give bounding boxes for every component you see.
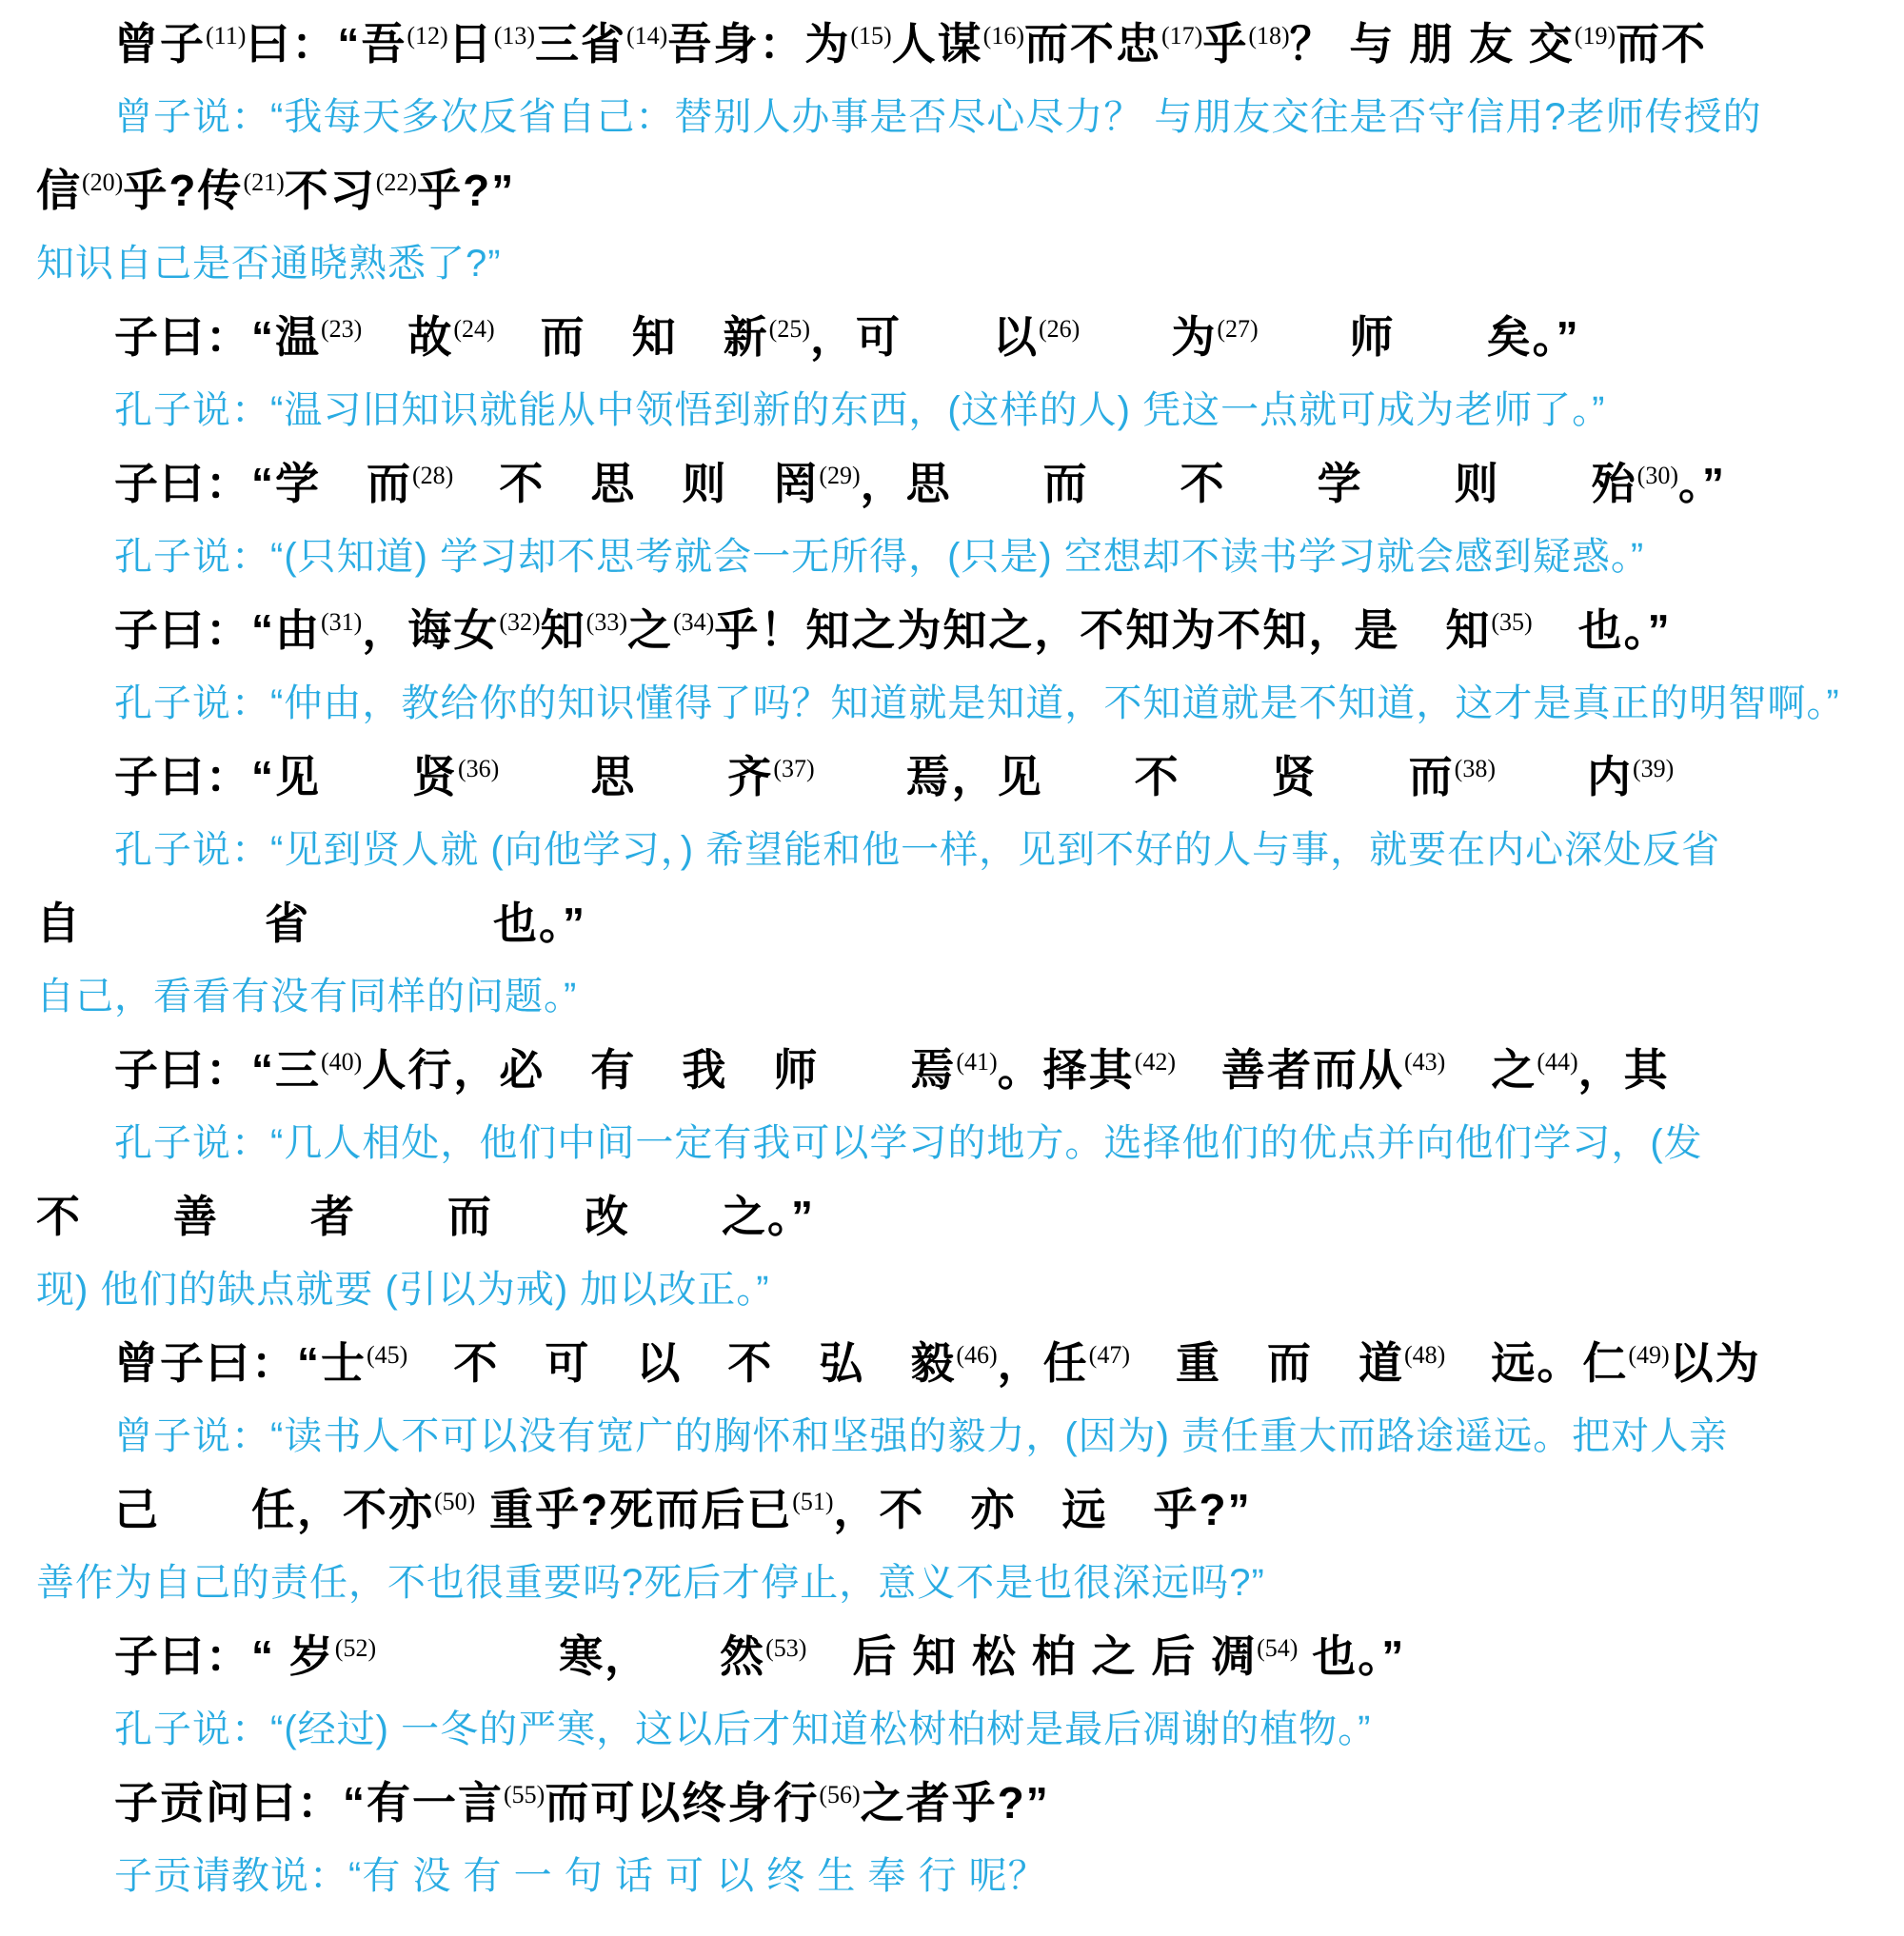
translation-line: 善作为自己的责任，不也很重要吗?死后才停止，意义不是也很深远吗?” bbox=[36, 1562, 1265, 1604]
annotation-number: (38) bbox=[1454, 754, 1496, 782]
annotation-number: (29) bbox=[819, 461, 861, 489]
annotation-number: (15) bbox=[850, 21, 892, 49]
translation-line: 现) 他们的缺点就要 (引以为戒) 加以改正。” bbox=[36, 1269, 770, 1311]
annotation-number: (51) bbox=[792, 1487, 834, 1515]
annotation-number: (27) bbox=[1217, 314, 1259, 343]
annotation-number: (56) bbox=[819, 1780, 861, 1808]
classical-line: 子曰：“温$^{(23)}$ 故$^{(24)}$ 而 知 新$^{(25)}$，可 以$^{(26)}$ 为$^{(27)}$ 师 矣。” bbox=[114, 312, 1580, 362]
classical-line: 子曰：“ 岁$^{(52)}$ 寒， 然$^{(53)}$ 后 知 松 柏 之 后 凋$^{(54)}$ 也。” bbox=[114, 1631, 1406, 1681]
classical-line: 子曰：“三$^{(40)}$人行，必 有 我 师 焉$^{(41)}$。择其$^{(42)}$ 善者而从$^{(43)}$ 之$^{(44)}$，其 bbox=[114, 1045, 1670, 1095]
translation-line: 孔子说：“(经过) 一冬的严寒，这以后才知道松树柏树是最后凋谢的植物。” bbox=[114, 1709, 1372, 1750]
translation-line: 孔子说：“温习旧知识就能从中领悟到新的东西，(这样的人) 凭这一点就可成为老师了。” bbox=[114, 389, 1606, 431]
annotation-number: (52) bbox=[334, 1633, 377, 1662]
annotation-number: (43) bbox=[1403, 1047, 1446, 1076]
translation-line: 孔子说：“仲由，教给你的知识懂得了吗？知道就是知道，不知道就是不知道，这才是真正的明智啊。” bbox=[114, 682, 1840, 724]
classical-line: 子曰：“见 贤$^{(36)}$ 思 齐$^{(37)}$ 焉，见 不 贤 而$^{(38)}$ 内$^{(39)}$ bbox=[114, 752, 1675, 801]
annotation-number: (23) bbox=[321, 314, 363, 343]
annotation-number: (53) bbox=[765, 1633, 807, 1662]
translation-line: 孔子说：“几人相处，他们中间一定有我可以学习的地方。选择他们的优点并向他们学习，(发 bbox=[114, 1122, 1703, 1164]
annotation-number: (40) bbox=[321, 1047, 363, 1076]
annotation-number: (25) bbox=[768, 314, 810, 343]
translation-line: 曾子说：“我每天多次反省自己：替别人办事是否尽心尽力？ 与朋友交往是否守信用?老师传授的 bbox=[114, 96, 1762, 138]
annotation-number: (32) bbox=[499, 607, 541, 636]
annotation-number: (16) bbox=[982, 21, 1024, 49]
annotation-number: (44) bbox=[1537, 1047, 1578, 1076]
translation-line: 孔子说：“见到贤人就 (向他学习，) 希望能和他一样，见到不好的人与事，就要在内心深处反省 bbox=[114, 829, 1721, 871]
annotation-number: (33) bbox=[585, 607, 627, 636]
translation-line: 曾子说：“读书人不可以没有宽广的胸怀和坚强的毅力，(因为) 责任重大而路途遥远。把对人亲 bbox=[114, 1415, 1729, 1457]
annotation-number: (11) bbox=[206, 21, 247, 49]
annotation-number: (39) bbox=[1632, 754, 1675, 782]
annotation-number: (54) bbox=[1257, 1633, 1299, 1662]
translation-line: 孔子说：“(只知道) 学习却不思考就会一无所得，(只是) 空想却不读书学习就会感到疑惑。” bbox=[114, 536, 1645, 578]
annotation-number: (46) bbox=[956, 1340, 998, 1369]
classical-line: 子贡问曰：“有一言$^{(55)}$而可以终身行$^{(56)}$之者乎?” bbox=[114, 1778, 1050, 1827]
annotation-number: (28) bbox=[412, 461, 454, 489]
annotation-number: (20) bbox=[82, 168, 124, 196]
annotation-number: (21) bbox=[243, 168, 285, 196]
annotation-number: (55) bbox=[504, 1780, 545, 1808]
annotation-number: (36) bbox=[458, 754, 500, 782]
annotation-number: (42) bbox=[1134, 1047, 1176, 1076]
translation-line: 知识自己是否通晓熟悉了?” bbox=[36, 243, 502, 285]
classical-line: 子曰：“学 而$^{(28)}$ 不 思 则 罔$^{(29)}$，思 而 不 学 则 殆$^{(30)}$。” bbox=[114, 459, 1726, 508]
annotation-number: (30) bbox=[1636, 461, 1678, 489]
annotation-number: (31) bbox=[321, 607, 363, 636]
annotation-number: (14) bbox=[626, 21, 668, 49]
annotation-number: (45) bbox=[367, 1340, 408, 1369]
annotation-number: (47) bbox=[1088, 1340, 1130, 1369]
annotation-number: (18) bbox=[1248, 21, 1290, 49]
annotation-number: (34) bbox=[672, 607, 715, 636]
document-page bbox=[36, 8, 1877, 1913]
classical-line: 己 任，不亦$^{(50)}$ 重乎?死而后已$^{(51)}$，不 亦 远 乎?” bbox=[114, 1485, 1252, 1534]
annotation-number: (48) bbox=[1403, 1340, 1446, 1369]
annotation-number: (50) bbox=[434, 1487, 476, 1515]
document-body bbox=[36, 8, 1877, 1913]
annotation-number: (24) bbox=[453, 314, 495, 343]
annotation-number: (37) bbox=[773, 754, 815, 782]
annotation-number: (17) bbox=[1161, 21, 1203, 49]
classical-line: 曾子$^{(11)}$曰：“吾$^{(12)}$日$^{(13)}$三省$^{(14)}$吾身：为$^{(15)}$人谋$^{(16)}$而不忠$^{(17)}$乎$^{(18)}$？ 与 朋 友 交$^{(19)}$而不 bbox=[114, 19, 1708, 69]
annotation-number: (49) bbox=[1628, 1340, 1670, 1369]
classical-line: 不 善 者 而 改 之。” bbox=[36, 1192, 815, 1241]
annotation-number: (13) bbox=[493, 21, 536, 49]
classical-line: 信$^{(20)}$乎?传$^{(21)}$不习$^{(22)}$乎?” bbox=[36, 166, 516, 215]
translation-line: 自己，看看有没有同样的问题。” bbox=[36, 976, 578, 1017]
classical-line: 子曰：“由$^{(31)}$，诲女$^{(32)}$知$^{(33)}$之$^{(34)}$乎！知之为知之，不知为不知，是 知$^{(35)}$ 也。” bbox=[114, 605, 1672, 655]
annotation-number: (41) bbox=[956, 1047, 998, 1076]
translation-line: 子贡请教说：“有 没 有 一 句 话 可 以 终 生 奉 行 呢？ bbox=[114, 1855, 1047, 1897]
annotation-number: (22) bbox=[375, 168, 418, 196]
classical-line: 曾子曰：“士$^{(45)}$ 不 可 以 不 弘 毅$^{(46)}$，任$^{(47)}$ 重 而 道$^{(48)}$ 远。仁$^{(49)}$以为 bbox=[114, 1338, 1761, 1388]
annotation-number: (12) bbox=[407, 21, 448, 49]
classical-line: 自 省 也。” bbox=[36, 899, 586, 948]
annotation-number: (19) bbox=[1574, 21, 1616, 49]
annotation-number: (35) bbox=[1491, 607, 1533, 636]
annotation-number: (26) bbox=[1038, 314, 1081, 343]
